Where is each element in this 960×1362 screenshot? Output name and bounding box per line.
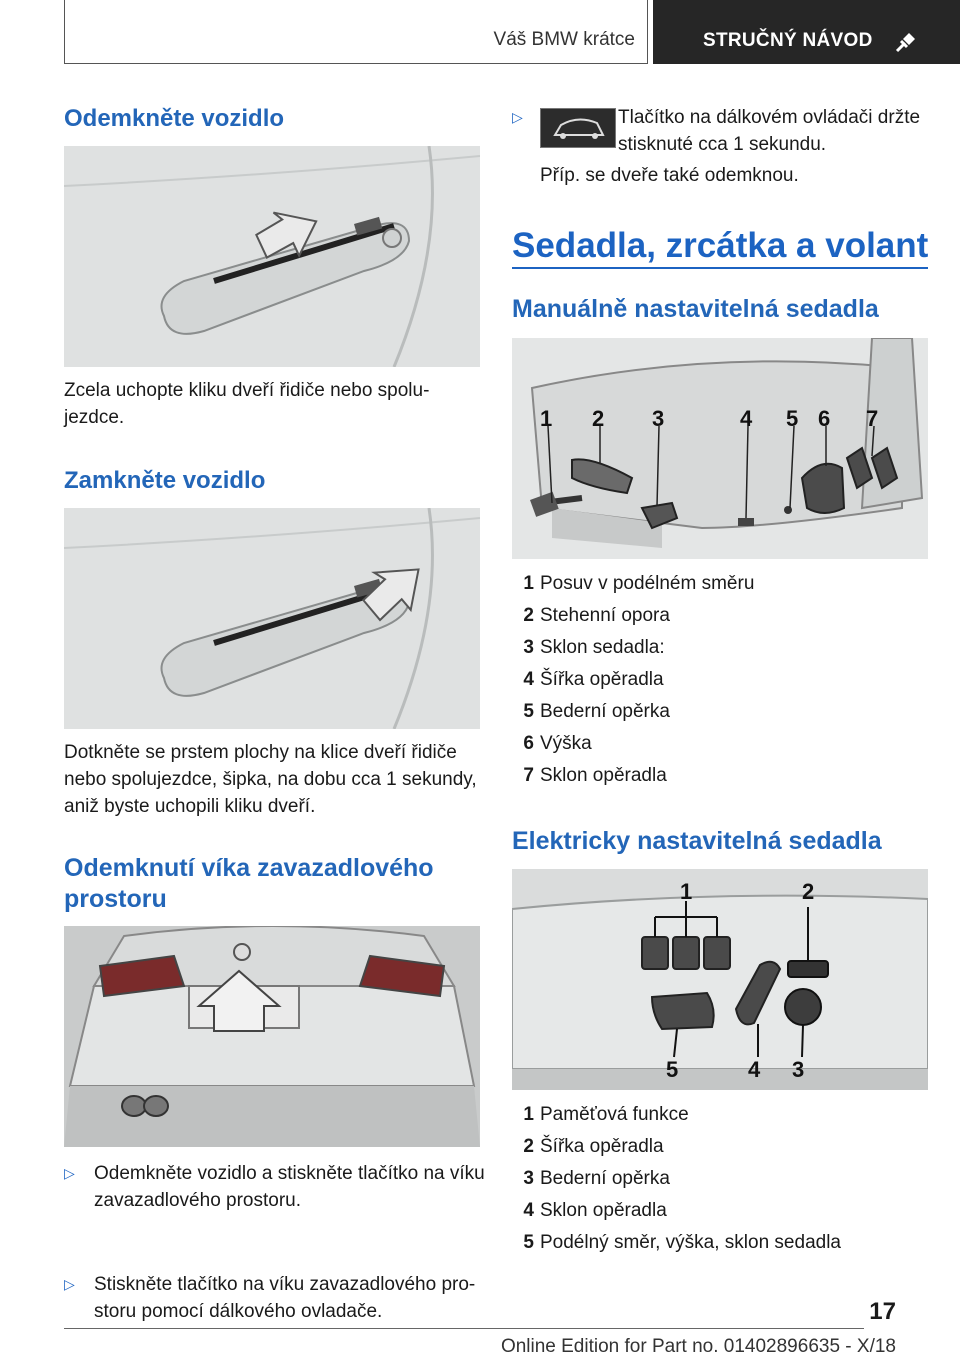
manual-fig-label-3: 3: [652, 406, 665, 431]
trunk-lid-figure: [64, 926, 480, 1147]
manual-fig-label-5: 5: [786, 406, 799, 431]
remote-trunk-button-icon: [540, 108, 616, 148]
pushpin-icon: [893, 29, 919, 55]
header-chapter-label: Váš BMW krátce: [493, 29, 635, 50]
electric-seat-controls-figure: [512, 869, 928, 1090]
manual-fig-label-2: 2: [592, 406, 605, 431]
bullet-triangle-icon: ▷: [64, 1165, 75, 1181]
footer-edition-text: Online Edition for Part no. 01402896635 - X/18: [500, 1336, 896, 1357]
list-item: 6 Výška: [523, 733, 592, 754]
list-item: 2 Stehenní opora: [523, 605, 670, 626]
section-title-underline: [512, 267, 928, 269]
remote-note: Příp. se dveře také odemknou.: [540, 165, 799, 186]
page-number: 17: [869, 1298, 896, 1325]
trunk-bullet-2-text: Stiskněte tlačítko na víku zavazadlového pro-storu pomocí dálkového ovladače.: [94, 1274, 476, 1322]
header-right-tab: [653, 0, 960, 64]
list-item: 3 Sklon sedadla:: [523, 637, 665, 658]
trunk-unlock-title: Odemknutí víka zavazadlového prostoru: [64, 854, 434, 913]
list-item: 1 Posuv v podélném směru: [523, 573, 755, 594]
electric-fig-label-1: 1: [680, 879, 693, 904]
header-left-tab: [64, 0, 648, 64]
door-handle-unlock-figure: [64, 146, 480, 367]
section-title: Sedadla, zrcátka a volant: [512, 226, 929, 265]
trunk-bullet-1: [64, 1160, 510, 1214]
manual-seat-figure: [512, 338, 928, 559]
footer-divider: [64, 1328, 864, 1329]
manual-seats-title: Manuálně nastavitelná sedadla: [512, 295, 879, 323]
electric-fig-label-4: 4: [748, 1057, 761, 1082]
lock-vehicle-title: Zamkněte vozidlo: [64, 467, 266, 494]
header-section-label: STRUČNÝ NÁVOD: [703, 30, 873, 51]
electric-fig-label-3: 3: [792, 1057, 805, 1082]
trunk-bullet-2: [64, 1271, 510, 1325]
list-item: 2 Šířka opěradla: [523, 1136, 664, 1157]
list-item: 7 Sklon opěradla: [523, 765, 667, 786]
lock-vehicle-text: Dotkněte se prstem plochy na klice dveří řidiče nebo spolujezdce, šipka, na dobu cca 1 sekundy, aniž byste uchopili kliku dveří.: [64, 742, 477, 817]
manual-fig-label-4: 4: [740, 406, 753, 431]
manual-fig-label-1: 1: [540, 406, 553, 431]
list-item: 3 Bederní opěrka: [523, 1168, 670, 1189]
bullet-triangle-icon: ▷: [64, 1276, 75, 1292]
electric-seats-title: Elektricky nastavitelná sedadla: [512, 827, 882, 855]
door-handle-lock-figure: [64, 508, 480, 729]
list-item: 4 Sklon opěradla: [523, 1200, 667, 1221]
list-item: 1 Paměťová funkce: [523, 1104, 689, 1125]
list-item: 4 Šířka opěradla: [523, 669, 664, 690]
unlock-vehicle-text: Zcela uchopte kliku dveří řidiče nebo spolu-jezdce.: [64, 380, 430, 428]
list-item: 5 Bederní opěrka: [523, 701, 670, 722]
remote-bullet-text: Tlačítko na dálkovém ovládači držte stisknuté cca 1 sekundu.: [618, 107, 921, 155]
trunk-bullet-1-text: Odemkněte vozidlo a stiskněte tlačítko na víku zavazadlového prostoru.: [94, 1163, 485, 1211]
bullet-triangle-icon: ▷: [512, 109, 523, 125]
manual-seats-list: [512, 568, 928, 792]
electric-seats-list: [512, 1099, 928, 1259]
unlock-vehicle-title: Odemkněte vozidlo: [64, 105, 285, 132]
manual-fig-label-6: 6: [818, 406, 831, 431]
list-item: 5 Podélný směr, výška, sklon sedadla: [523, 1232, 841, 1253]
electric-fig-label-2: 2: [802, 879, 815, 904]
electric-fig-label-5: 5: [666, 1057, 679, 1082]
manual-fig-label-7: 7: [866, 406, 879, 431]
